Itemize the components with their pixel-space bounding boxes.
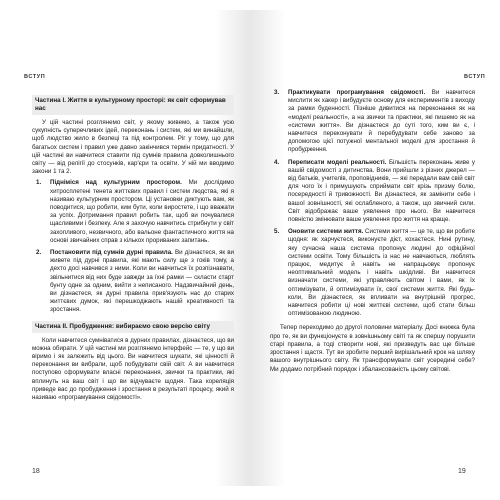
running-head: ВСТУП [24, 74, 46, 80]
numbered-item [270, 89, 475, 155]
item-number: 3. [274, 89, 280, 96]
item-number: 5. [274, 228, 280, 236]
right-text-column [270, 89, 475, 377]
item-title: Практикувати програмування свідомості. [288, 89, 432, 96]
item-title: Постановити під сумнів дурні правила. [50, 249, 175, 257]
left-page [12, 10, 250, 486]
numbered-item [32, 179, 234, 245]
closing-paragraph: Тепер переходимо до другої половини матеріалу. Досі книжка була про те, як ви функціонуєте в зовнішньому світі та як спершу порушити старі правила, а тоді створити нові, які призведуть вас ще більше зростання і щастя. Тут ви зробите перший вирішальний крок на шляху вашого внутрішнього світу. Як трансформувати світ усередині себе? Ми додамо потрібний порядок і збалансованість цьому світові. [270, 324, 475, 373]
numbered-item [270, 159, 475, 225]
item-text: Більшість переконань живе у вашій свідомості з дитинства. Вони прийшли з різних джерел — від батьків, учителів, проповідників, — які передали вам свій світ для чого їх і примушують сприймати світ крізь призму болю, посередності й тривожності. Ви дізнаєтеся, як замінити себе і вашої зовнішності, які ослабленого, а також, що звичний сили. Світ відображає ваше уявлення про нього. Ви навчитеся повністю змінювати ваше уявлення про життя на краще. [288, 158, 475, 224]
page-number: 19 [458, 468, 466, 475]
right-page [250, 10, 488, 486]
left-text-column [32, 89, 234, 405]
item-number: 1. [36, 179, 42, 187]
running-head: ВСТУП [464, 74, 486, 80]
item-title: Підніміся над культурним простором. [50, 179, 189, 187]
numbered-item [32, 249, 234, 315]
item-text: Системи життя — це те, що ви робите щодня: як харчуєтеся, виконуєте дієт, кохаєтеся. Нині рутину, яку сучасна наша система пропонує людині до офіційної системи освіти. Тому більшість із нас не навчаються, люблять працює, медитує й навіть не напрацьовує пропонує неоптимальний модель і навіть шкідливі. Ви навчитеся визначати системи, які управляють світом і вами, як їх оптимізувати, й оптимізувати їх, свої системи життя. Які будь-коли, Ви дізнаєтеся, як впливати на внутрішній прогрес, навчитеся робити ці нові життєві системи, щоб стати більш оптимізованою людиною. [288, 228, 476, 318]
section-heading: Частина ІІ. Пробудження: вибираємо свою версію світу [32, 321, 234, 333]
item-text: Ми дослідимо хитросплетені тенета життєвих правил і систем людства, які я називаю культурним простором. Ці установки диктують вам, як поводитися, що робити, ким бути, коли виростете, і що вважати за успіх. Дотримання правил робить так, щоб ви почувалися щасливими і безпеку. Але я захочую навчитись стрибнути у світ захопливого, незвичного, або вальоне фантастичного життя на основі звичайних справ з кількох прориваних запитань. [50, 179, 234, 244]
page-number: 18 [32, 468, 40, 475]
item-text: Ви дізнаєтеся, як ви живете під дурні правила, які мають силу ще з гоків тому, а дехто досі навчився з ними. Коли ви навчиться їх розпізнавати, звільнитися від них буде завжди за їхні рамки — скласти старт бунту одне за одним, вийти з неписаного. Надзвичайний день, ви дізнаєтеся, як дурні правила прив'язують нас до старих життєвих думок, які перешкоджають нашій креативності та зростання. [50, 249, 235, 314]
item-title: Оновити системи життя. [288, 228, 366, 236]
body-paragraph: Коли навчитеся сумніватися в дурних правилах, дізнаєтеся, що ви можна обирати. У цій частині ми розглянемо інтерфейс — те, у що ви віримо і як залежить від цього. Ви навчитеся шукати, які цінності й переконання ви вибрали, щоб побудувати свій світ. А ви навчитеся поступово сформувати власні переконання, звички та практики, які вплинуть на ваш світ і що ви відчуваєте щодня. Така кореляція приведе вас до пробудження і зростання в результаті процесу, який я називаю «програмування свідомості». [32, 336, 234, 402]
item-number: 2. [36, 249, 42, 257]
intro-paragraph: У цій частині розглянемо світ, у якому живемо, а також усю сукупність суперечливих ідей, переконань і систем, які ми винайшли, щоб людство жило в безпеці та під контролем. Ріг у тому, що для багатьох систем і правил уже давно закінчився термін придатності. У цій частині ви навчитеся ставити під сумнів правила довколишнього світу — від релігії до стосунків, кар'єри та освіти. У ній ми вводимо закони 1 та 2. [32, 119, 234, 176]
section-heading: Частина І. Життя в культурному просторі: як світ сформував нас [32, 95, 234, 115]
item-number: 4. [274, 158, 280, 166]
book-spread [12, 10, 488, 486]
item-title: Переписати моделі реальності. [288, 158, 389, 166]
numbered-item [270, 228, 475, 318]
item-text: Ви навчитеся мислити як хакер і вибудуєте основу для експериментів з виходу за рамки буденності. Пізніше дивитися на переконання як на «моделі реальності», а на звички та практики, які пишемо як на «системи життя». Ви дізнаєтеся до суті того, ким ви є, і навчитеся переконувати й перебудувати себе заново за допомогою цієї потужної ментальної моделі для зростання й пробудження. [288, 89, 476, 154]
